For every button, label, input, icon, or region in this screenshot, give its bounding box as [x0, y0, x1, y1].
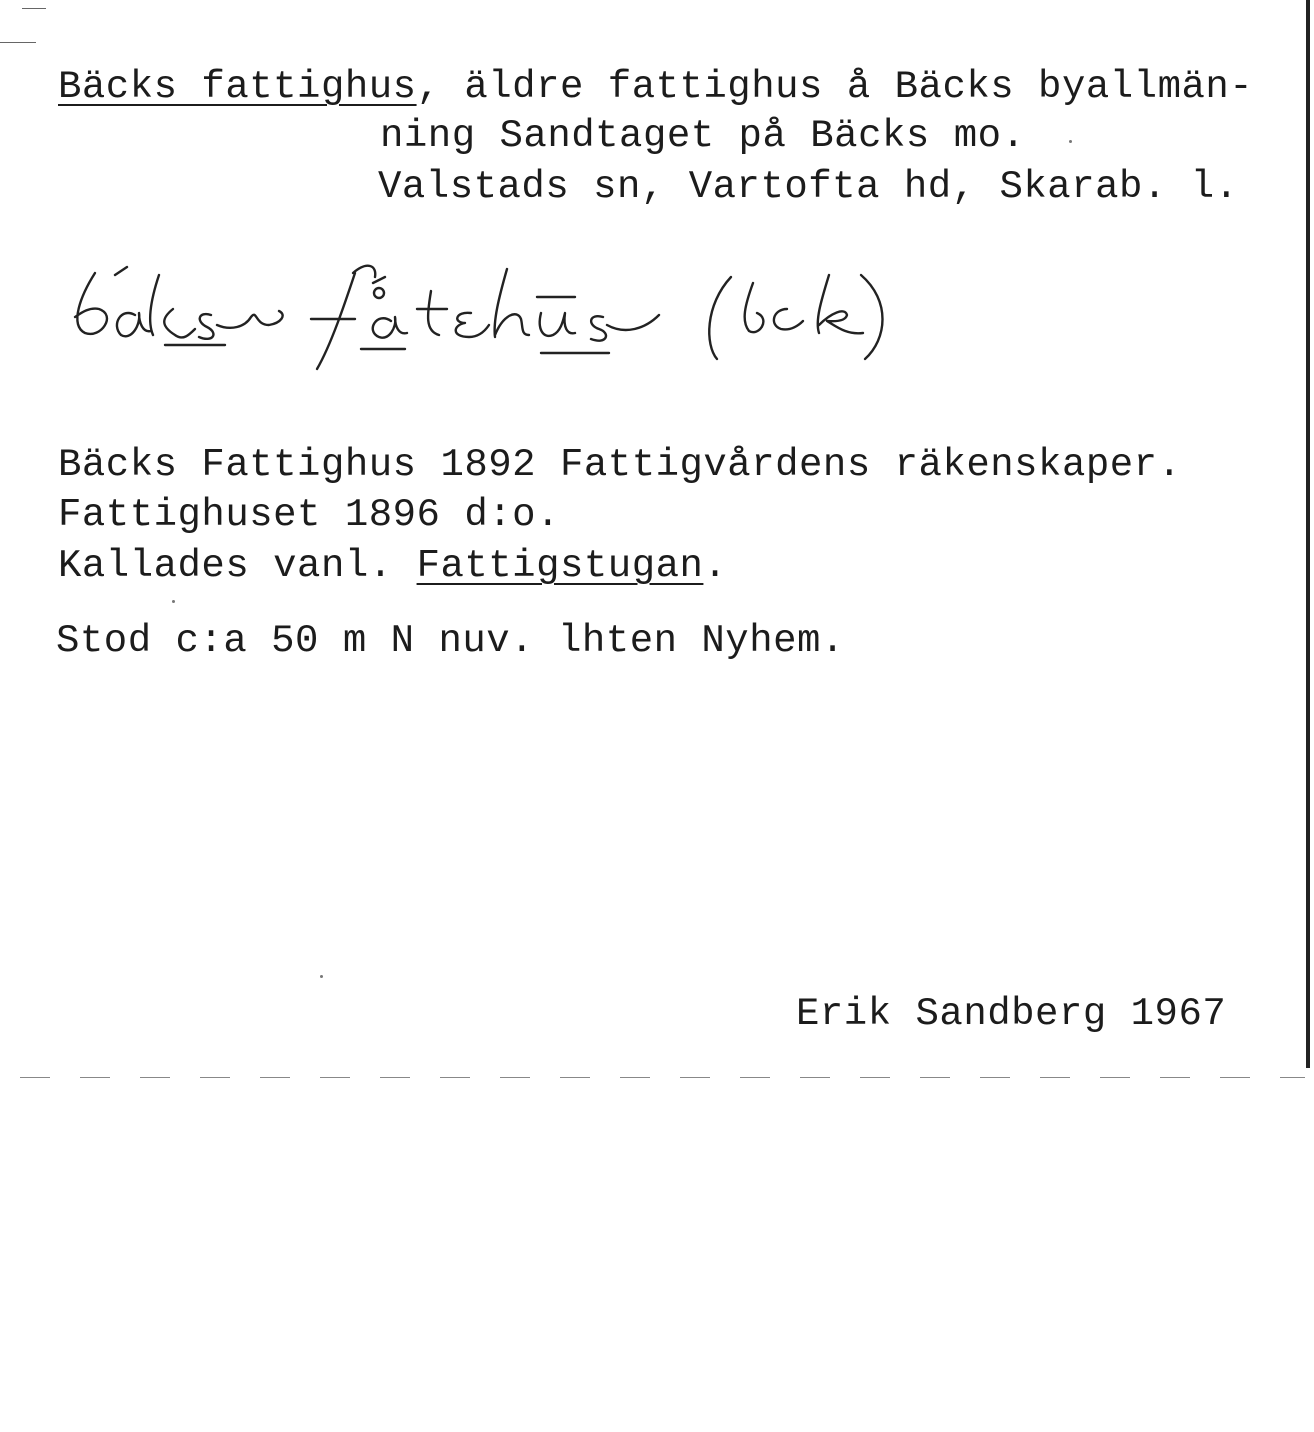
- heading-line-3: Valstads sn, Vartofta hd, Skarab. l.: [378, 165, 1239, 209]
- source-line-3-prefix: Kallades vanl.: [58, 544, 417, 588]
- source-line-1: Bäcks Fattighus 1892 Fattigvårdens räkenskaper.: [58, 443, 1182, 487]
- handwritten-phonetic-transcription: [55, 255, 915, 375]
- source-line-3-suffix: .: [703, 544, 728, 588]
- heading-rest: , äldre fattighus å Bäcks byallmän-: [416, 65, 1254, 109]
- source-line-2: Fattighuset 1896 d:o.: [58, 493, 560, 537]
- speck: [320, 975, 323, 978]
- location-note: Stod c:a 50 m N nuv. lhten Nyhem.: [56, 619, 845, 663]
- heading-line-2: ning Sandtaget på Bäcks mo.: [380, 114, 1026, 158]
- source-line-3: [58, 544, 728, 588]
- common-name: Fattigstugan: [416, 544, 704, 588]
- speck: [172, 600, 175, 603]
- speck: [1069, 140, 1072, 143]
- signature: Erik Sandberg 1967: [796, 992, 1227, 1036]
- heading-title: Bäcks fattighus: [58, 65, 417, 109]
- card-right-edge: [1306, 0, 1310, 1068]
- top-left-mark: [0, 42, 36, 43]
- heading-line-1: [58, 65, 1254, 109]
- top-left-mark: [22, 8, 46, 9]
- card-bottom-edge: [20, 1077, 1305, 1078]
